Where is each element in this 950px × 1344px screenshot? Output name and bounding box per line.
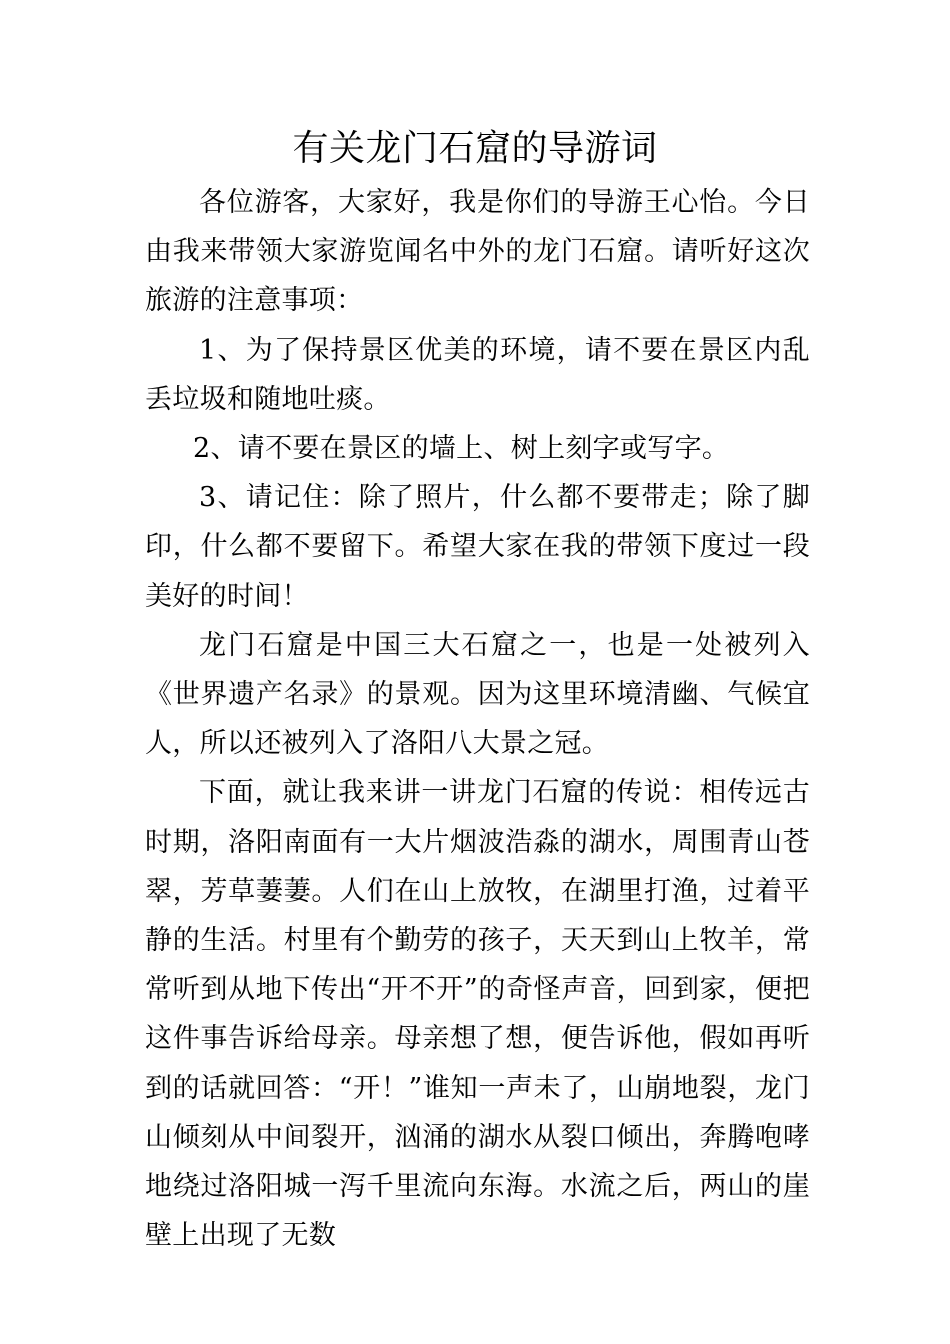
paragraph-intro: 各位游客，大家好，我是你们的导游王心怡。今日由我来带领大家游览闻名中外的龙门石窟。请听好这次旅游的注意事项： (145, 187, 810, 317)
paragraph-overview: 龙门石窟是中国三大石窟之一，也是一处被列入《世界遗产名录》的景观。因为这里环境清幽、气候宜人，所以还被列入了洛阳八大景之冠。 (145, 629, 810, 760)
paragraph-notice-2: 2、请不要在景区的墙上、树上刻字或写字。 (193, 433, 730, 465)
document-body (145, 178, 810, 1260)
document-title: 有关龙门石窟的导游词 (292, 128, 658, 169)
paragraph-notice-3: 3、请记住：除了照片，什么都不要带走；除了脚印，什么都不要留下。希望大家在我的带领下度过一段美好的时间！ (145, 482, 810, 612)
paragraph-legend: 下面，就让我来讲一讲龙门石窟的传说：相传远古时期，洛阳南面有一大片烟波浩淼的湖水，周围青山苍翠，芳草萋萋。人们在山上放牧，在湖里打渔，过着平静的生活。村里有个勤劳的孩子，天天到山上牧羊，常常听到从地下传出“开不开”的奇怪声音，回到家，便把这件事告诉给母亲。母亲想了想，便告诉他，假如再听到的话就回答：“开！”谁知一声未了，山崩地裂，龙门山倾刻从中间裂开，汹涌的湖水从裂口倾出，奔腾咆哮地绕过洛阳城一泻千里流向东海。水流之后，两山的崖壁上出现了无数 (145, 777, 810, 1252)
paragraph-notice-1: 1、为了保持景区优美的环境，请不要在景区内乱丢垃圾和随地吐痰。 (145, 334, 810, 415)
